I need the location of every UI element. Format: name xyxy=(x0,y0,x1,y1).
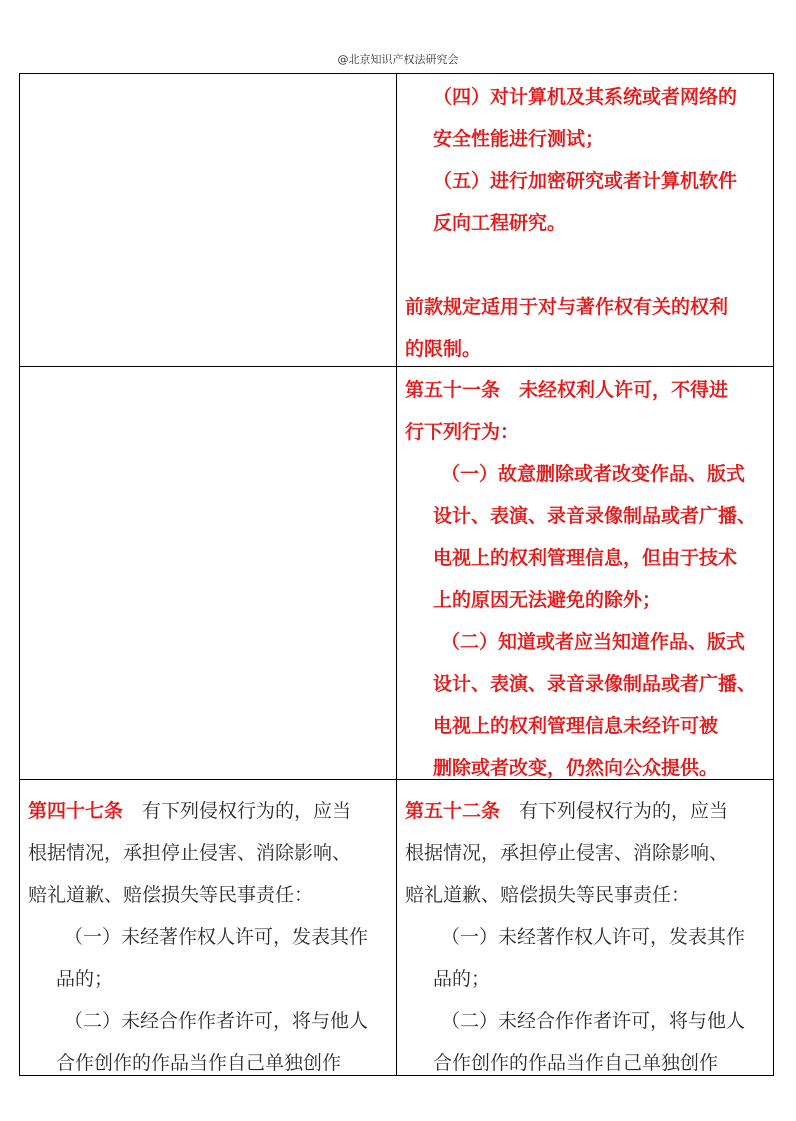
clause-item: （一）未经著作权人许可，发表其作 xyxy=(441,926,746,948)
clause-item-continued: 安全性能进行测试； xyxy=(433,128,605,150)
article-heading-continued: 行下列行为： xyxy=(405,421,520,443)
article-heading-text: 有下列侵权行为的，应当 xyxy=(500,800,729,822)
article-heading: 第五十一条 未经权利人许可，不得进 xyxy=(405,379,729,401)
clause-item-continued: 反向工程研究。 xyxy=(433,212,567,234)
table-cell-new xyxy=(397,74,773,366)
table-cell-old xyxy=(20,74,397,366)
clause-item: （二）知道或者应当知道作品、版式 xyxy=(441,631,746,653)
comparison-table xyxy=(19,73,774,1076)
clause-item: （二）未经合作作者许可，将与他人 xyxy=(441,1010,746,1032)
article-heading-text: 有下列侵权行为的，应当 xyxy=(123,800,352,822)
article-heading xyxy=(405,790,767,832)
table-cell-old xyxy=(20,367,397,779)
clause-item-continued: 电视上的权利管理信息未经许可被 xyxy=(433,715,719,737)
clause-item: （一）故意删除或者改变作品、版式 xyxy=(441,463,746,485)
clause-item: （五）进行加密研究或者计算机软件 xyxy=(433,170,738,192)
clause-item: （四）对计算机及其系统或者网络的 xyxy=(433,86,738,108)
clause-item-continued: 上的原因无法避免的除外； xyxy=(433,589,662,611)
article-heading xyxy=(28,790,390,832)
article-number: 第四十七条 xyxy=(28,800,124,822)
clause-item-continued: 合作创作的作品当作自己单独创作 xyxy=(433,1052,719,1074)
clause-item-continued: 删除或者改变，仍然向公众提供。 xyxy=(433,757,719,779)
blank-line xyxy=(405,244,767,286)
clause-item: （一）未经著作权人许可，发表其作 xyxy=(64,926,369,948)
clause-item: （二）未经合作作者许可，将与他人 xyxy=(64,1010,369,1032)
table-cell-new xyxy=(397,780,773,1076)
article-number: 第五十二条 xyxy=(405,800,501,822)
table-row xyxy=(20,367,773,780)
clause-item-continued: 品的； xyxy=(433,968,491,990)
clause-item-continued: 品的； xyxy=(56,968,114,990)
clause-paragraph: 前款规定适用于对与著作权有关的权利 xyxy=(405,296,729,318)
table-row xyxy=(20,780,773,1076)
article-heading-continued: 根据情况，承担停止侵害、消除影响、 xyxy=(405,842,729,864)
clause-item-continued: 设计、表演、录音录像制品或者广播、 xyxy=(433,505,757,527)
table-cell-old xyxy=(20,780,397,1076)
clause-paragraph-continued: 的限制。 xyxy=(405,338,482,360)
table-row xyxy=(20,74,773,367)
article-heading-continued: 根据情况，承担停止侵害、消除影响、 xyxy=(28,842,352,864)
article-heading-continued: 赔礼道歉、赔偿损失等民事责任： xyxy=(405,884,691,906)
clause-item-continued: 合作创作的作品当作自己单独创作 xyxy=(56,1052,342,1074)
table-cell-new xyxy=(397,367,773,779)
watermark: @北京知识产权法研究会 xyxy=(337,53,459,66)
clause-item-continued: 设计、表演、录音录像制品或者广播、 xyxy=(433,673,757,695)
clause-item-continued: 电视上的权利管理信息，但由于技术 xyxy=(433,547,738,569)
article-heading-continued: 赔礼道歉、赔偿损失等民事责任： xyxy=(28,884,314,906)
